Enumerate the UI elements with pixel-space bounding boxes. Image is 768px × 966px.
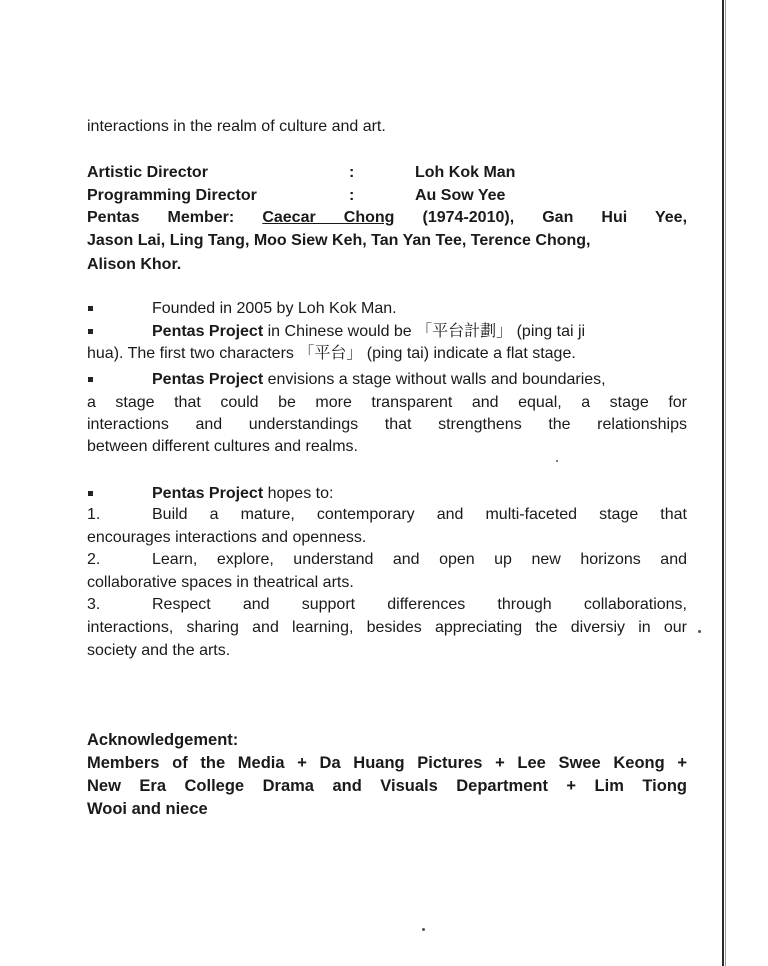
bullet-continuation: hua). The first two characters 「平台」 (ping tai) indicate a flat stage. xyxy=(87,345,576,362)
bold-term: Pentas Project xyxy=(152,371,264,388)
bold-term: Pentas Project xyxy=(152,323,264,340)
scan-speck xyxy=(556,460,558,462)
members-line-2: Jason Lai, Ling Tang, Moo Siew Keh, Tan Yan Tee, Terence Chong, xyxy=(87,232,591,249)
members-line-1 xyxy=(87,207,687,229)
goal-continuation: encourages interactions and openness. xyxy=(87,529,367,546)
page-edge-line xyxy=(722,0,724,966)
acknowledgement-line: Wooi and niece xyxy=(87,800,208,818)
role-value: Loh Kok Man xyxy=(415,164,516,181)
scan-speck xyxy=(422,928,425,931)
members-label: Pentas Member: xyxy=(87,209,235,226)
acknowledgement-line: Members of the Media + Da Huang Pictures + Lee Swee Keong + xyxy=(87,754,687,772)
bullet-continuation: a stage that could be more transparent and equal, a stage for xyxy=(87,394,687,411)
bullet-text xyxy=(152,321,585,343)
bullet-text-rest: in Chinese would be 「平台計劃」 (ping tai ji xyxy=(267,323,586,340)
members-line-1-rest: (1974-2010), Gan Hui Yee, xyxy=(422,209,688,226)
goal-text: Learn, explore, understand and open up new horizons and xyxy=(152,551,687,568)
bullet-continuation: interactions and understandings that strengthens the relationships xyxy=(87,416,687,433)
role-label: Programming Director xyxy=(87,187,257,204)
goal-number: 3. xyxy=(87,596,101,613)
goal-continuation: interactions, sharing and learning, besides appreciating the diversiy in our xyxy=(87,619,687,636)
bullet-icon xyxy=(88,377,93,382)
role-separator: : xyxy=(349,187,355,204)
acknowledgement-heading: Acknowledgement: xyxy=(87,731,239,749)
member-name-underlined: Caecar Chong xyxy=(262,209,395,226)
goal-number: 1. xyxy=(87,506,101,523)
intro-line: interactions in the realm of culture and art. xyxy=(87,118,386,135)
bullet-text xyxy=(152,483,333,505)
goal-continuation: society and the arts. xyxy=(87,642,231,659)
acknowledgement-line: New Era College Drama and Visuals Department + Lim Tiong xyxy=(87,777,687,795)
bullet-text: Founded in 2005 by Loh Kok Man. xyxy=(152,300,397,317)
goal-text: Respect and support differences through collaborations, xyxy=(152,596,687,613)
bullet-icon xyxy=(88,491,93,496)
goal-number: 2. xyxy=(87,551,101,568)
bullet-icon xyxy=(88,306,93,311)
members-line-3: Alison Khor. xyxy=(87,256,182,273)
bold-term: Pentas Project xyxy=(152,485,264,502)
role-value: Au Sow Yee xyxy=(415,187,506,204)
page-edge-shadow xyxy=(725,0,726,966)
bullet-text-rest: hopes to: xyxy=(267,485,334,502)
bullet-text-rest: envisions a stage without walls and boundaries, xyxy=(267,371,606,388)
role-separator: : xyxy=(349,164,355,181)
scan-speck xyxy=(698,630,701,633)
bullet-continuation: between different cultures and realms. xyxy=(87,438,358,455)
role-label: Artistic Director xyxy=(87,164,208,181)
bullet-text xyxy=(152,369,606,391)
goal-text: Build a mature, contemporary and multi-faceted stage that xyxy=(152,506,687,523)
goal-continuation: collaborative spaces in theatrical arts. xyxy=(87,574,354,591)
bullet-icon xyxy=(88,329,93,334)
